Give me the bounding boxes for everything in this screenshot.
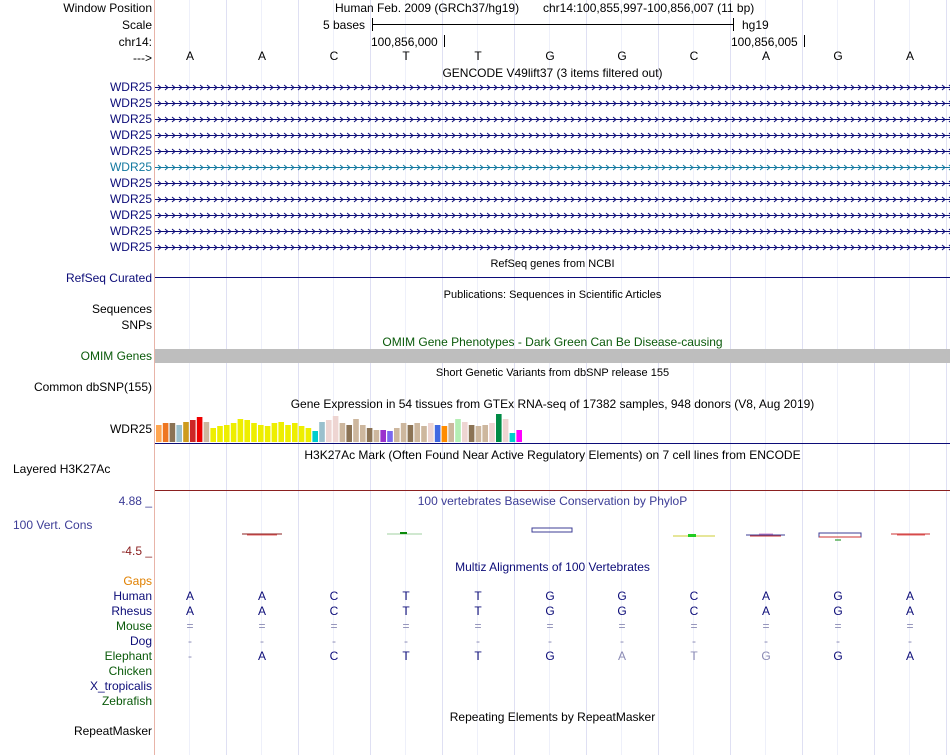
gencode-gene-line[interactable] (155, 128, 950, 144)
gencode-gene-line[interactable] (155, 160, 950, 176)
multiz-species-label[interactable]: X_tropicalis (89, 679, 152, 693)
gtex-bar-chart[interactable] (155, 410, 950, 445)
coord-label-1: 100,856,000 (371, 35, 438, 49)
scale-bar-right-tick (733, 18, 734, 31)
multiz-base: G (545, 604, 555, 618)
multiz-base: C (329, 604, 339, 618)
phylop-mark-7 (891, 534, 930, 535)
gencode-gene-label[interactable]: WDR25 (109, 208, 152, 222)
multiz-base: - (764, 634, 768, 648)
base-letter: A (905, 49, 914, 63)
gtex-track-title: Gene Expression in 54 tissues from GTEx RNA-seq of 17382 samples, 948 donors (V8, Aug 2019) (290, 397, 815, 411)
gtex-tissue-bar[interactable] (408, 425, 414, 442)
multiz-base: A (905, 589, 914, 603)
base-letter: A (257, 49, 266, 63)
multiz-base: T (690, 649, 698, 663)
multiz-base: G (545, 589, 555, 603)
gtex-tissue-bar[interactable] (374, 430, 380, 442)
base-letter: G (617, 49, 627, 63)
multiz-base: - (476, 634, 480, 648)
phylop-track-title: 100 vertebrates Basewise Conservation by PhyloP (417, 494, 688, 508)
multiz-base: A (185, 604, 194, 618)
gtex-tissue-bar[interactable] (455, 419, 461, 442)
gencode-gene-line[interactable] (155, 80, 950, 96)
gtex-tissue-bar[interactable] (360, 425, 366, 442)
h3k27ac-baseline (155, 490, 950, 491)
multiz-base: - (188, 649, 192, 663)
multiz-base: G (617, 589, 627, 603)
gtex-tissue-bar[interactable] (448, 423, 454, 442)
base-letter: C (689, 49, 699, 63)
multiz-base: = (618, 619, 626, 633)
gtex-tissue-bar[interactable] (299, 426, 305, 442)
gencode-track-title: GENCODE V49lift37 (3 items filtered out) (442, 66, 663, 80)
phylop-mark-4 (673, 534, 715, 537)
gtex-tissue-bar[interactable] (326, 420, 332, 442)
gtex-tissue-bar[interactable] (333, 416, 339, 442)
multiz-base: A (905, 649, 914, 663)
phylop-mark-5 (746, 534, 785, 536)
multiz-base: T (402, 604, 410, 618)
base-letter: G (833, 49, 843, 63)
scale-bar (372, 24, 733, 25)
track-labels-panel (0, 0, 155, 755)
multiz-base: C (329, 589, 339, 603)
multiz-base: A (905, 604, 914, 618)
multiz-base: - (836, 634, 840, 648)
multiz-base: T (402, 589, 410, 603)
multiz-species-label[interactable]: Gaps (123, 574, 152, 588)
gtex-tissue-bar[interactable] (292, 423, 298, 442)
base-letter: C (329, 49, 339, 63)
multiz-base: = (690, 619, 698, 633)
gtex-tissue-bar[interactable] (217, 426, 223, 442)
coord-tick-1 (444, 35, 445, 47)
phylop-conservation-plot[interactable] (155, 522, 950, 546)
multiz-species-label[interactable]: Human (113, 589, 152, 603)
gtex-tissue-bar[interactable] (503, 419, 509, 442)
gtex-tissue-bar[interactable] (476, 426, 482, 442)
gtex-tissue-bar[interactable] (496, 414, 502, 442)
gtex-tissue-bar[interactable] (469, 425, 475, 442)
phylop-mark-6 (819, 533, 861, 540)
multiz-base: - (188, 634, 192, 648)
gtex-tissue-bar[interactable] (244, 420, 250, 442)
h3k27ac-track-title: H3K27Ac Mark (Often Found Near Active Regulatory Elements) on 7 cell lines from ENCODE (304, 448, 801, 462)
multiz-base: T (402, 649, 410, 663)
publications-snps-label[interactable]: SNPs (121, 318, 152, 332)
gtex-tissue-bar[interactable] (340, 423, 346, 442)
multiz-base: C (689, 589, 699, 603)
dbsnp-track-title: Short Genetic Variants from dbSNP release 155 (435, 367, 670, 379)
multiz-base: = (762, 619, 770, 633)
gencode-gene-label[interactable]: WDR25 (109, 192, 152, 206)
gencode-gene-label[interactable]: WDR25 (109, 240, 152, 254)
strand-arrow-label: ---> (133, 51, 152, 65)
gtex-tissue-bar[interactable] (442, 426, 448, 442)
multiz-base: A (617, 649, 626, 663)
refseq-track-label[interactable]: RefSeq Curated (65, 271, 152, 285)
gencode-gene-label[interactable]: WDR25 (109, 144, 152, 158)
multiz-base: = (330, 619, 338, 633)
gtex-tissue-bar[interactable] (170, 423, 176, 442)
multiz-base: - (404, 634, 408, 648)
refseq-track-title: RefSeq genes from NCBI (490, 258, 615, 270)
gtex-tissue-bar[interactable] (489, 423, 495, 442)
multiz-base: G (761, 649, 771, 663)
phylop-mark-3 (532, 528, 572, 532)
gtex-tissue-bar[interactable] (306, 428, 312, 442)
gencode-gene-line[interactable] (155, 112, 950, 128)
dbsnp-track-label[interactable]: Common dbSNP(155) (33, 380, 152, 394)
multiz-base: = (546, 619, 554, 633)
chrom-label: chr14: (118, 35, 152, 49)
multiz-base: A (761, 604, 770, 618)
gtex-tissue-bar[interactable] (156, 425, 162, 442)
base-letter: T (402, 49, 410, 63)
track-data-panel[interactable] (155, 0, 950, 755)
db-text: hg19 (742, 18, 769, 32)
gtex-tissue-bar[interactable] (258, 425, 264, 442)
gtex-tissue-bar[interactable] (251, 423, 257, 442)
gtex-tissue-bar[interactable] (197, 417, 203, 442)
multiz-base: A (185, 589, 194, 603)
multiz-base: = (402, 619, 410, 633)
phylop-mark-2 (387, 533, 422, 534)
gtex-tissue-bar[interactable] (176, 425, 182, 442)
multiz-base: - (548, 634, 552, 648)
omim-gene-bar[interactable] (155, 349, 950, 363)
omim-track-title: OMIM Gene Phenotypes - Dark Green Can Be Disease-causing (382, 335, 723, 349)
scale-bar-left-tick (372, 18, 373, 31)
gencode-gene-label[interactable]: WDR25 (109, 80, 152, 94)
multiz-base: T (474, 589, 482, 603)
base-letter: A (185, 49, 194, 63)
multiz-base: C (689, 604, 699, 618)
phylop-max-label: 4.88 _ (118, 494, 152, 508)
gencode-gene-line[interactable] (155, 208, 950, 224)
multiz-base: = (906, 619, 914, 633)
gtex-tissue-bar[interactable] (278, 422, 284, 442)
gtex-tissue-bar[interactable] (190, 420, 196, 442)
publications-sequences-label[interactable]: Sequences (91, 302, 152, 316)
multiz-species-label[interactable]: Rhesus (111, 604, 152, 618)
gtex-tissue-bar[interactable] (394, 428, 400, 442)
gtex-tissue-bar[interactable] (319, 422, 325, 442)
multiz-base: G (545, 649, 555, 663)
assembly-text: Human Feb. 2009 (GRCh37/hg19) (335, 1, 520, 15)
gencode-gene-line[interactable] (155, 96, 950, 112)
multiz-base: A (257, 589, 266, 603)
gtex-tissue-bar[interactable] (231, 423, 237, 442)
gtex-tissue-bar[interactable] (401, 423, 407, 442)
gtex-tissue-bar[interactable] (210, 428, 216, 442)
gencode-gene-label[interactable]: WDR25 (109, 224, 152, 238)
gencode-gene-label[interactable]: WDR25 (109, 112, 152, 126)
gtex-tissue-bar[interactable] (462, 422, 468, 442)
gtex-tissue-bar[interactable] (204, 422, 210, 442)
multiz-species-label[interactable]: Dog (129, 634, 152, 648)
multiz-base: = (186, 619, 194, 633)
multiz-base: A (257, 604, 266, 618)
coord-tick-2 (804, 35, 805, 47)
gtex-tissue-bar[interactable] (414, 423, 420, 442)
gtex-tissue-bar[interactable] (510, 433, 516, 442)
phylop-min-label: -4.5 _ (121, 544, 152, 558)
gencode-gene-label[interactable]: WDR25 (109, 128, 152, 142)
gtex-tissue-bar[interactable] (265, 426, 271, 442)
multiz-base: = (258, 619, 266, 633)
gencode-gene-label[interactable]: WDR25 (109, 176, 152, 190)
multiz-base: = (474, 619, 482, 633)
multiz-base: A (761, 589, 770, 603)
gtex-tissue-bar[interactable] (516, 430, 522, 442)
gtex-tissue-bar[interactable] (435, 425, 441, 442)
gtex-tissue-bar[interactable] (428, 423, 434, 442)
gtex-tissue-bar[interactable] (421, 426, 427, 442)
scale-bases-text: 5 bases (323, 18, 366, 32)
multiz-base: G (833, 604, 843, 618)
gtex-tissue-bar[interactable] (272, 423, 278, 442)
multiz-base: T (474, 649, 482, 663)
gtex-tissue-bar[interactable] (238, 419, 244, 442)
refseq-gene-line[interactable] (155, 277, 950, 278)
multiz-species-label[interactable]: Zebrafish (101, 694, 152, 708)
multiz-base: G (617, 604, 627, 618)
gtex-tissue-bar[interactable] (346, 425, 352, 442)
multiz-base: T (474, 604, 482, 618)
gtex-tissue-bar[interactable] (380, 430, 386, 442)
base-letter: A (761, 49, 770, 63)
multiz-base: = (834, 619, 842, 633)
h3k27ac-track-label[interactable]: Layered H3K27Ac (13, 462, 111, 476)
gtex-tissue-bar[interactable] (163, 423, 169, 442)
gtex-tissue-bar[interactable] (285, 425, 291, 442)
phylop-track-label[interactable]: 100 Vert. Cons (13, 518, 93, 532)
base-letter: G (545, 49, 555, 63)
gencode-gene-label[interactable]: WDR25 (109, 96, 152, 110)
publications-track-title: Publications: Sequences in Scientific Articles (443, 289, 662, 301)
multiz-species-label[interactable]: Elephant (104, 649, 152, 663)
repeatmasker-track-title: Repeating Elements by RepeatMasker (449, 710, 656, 724)
gtex-tissue-bar[interactable] (387, 431, 393, 442)
multiz-species-label[interactable]: Mouse (115, 619, 152, 633)
gencode-gene-line[interactable] (155, 192, 950, 208)
repeatmasker-track-label[interactable]: RepeatMasker (73, 724, 152, 738)
multiz-base: G (833, 589, 843, 603)
base-letter: T (474, 49, 482, 63)
scale-label: Scale (121, 18, 152, 32)
multiz-species-label[interactable]: Chicken (108, 664, 152, 678)
gtex-tissue-bar[interactable] (482, 425, 488, 442)
multiz-base: G (833, 649, 843, 663)
gencode-gene-line[interactable] (155, 176, 950, 192)
coord-label-2: 100,856,005 (731, 35, 798, 49)
multiz-base: C (329, 649, 339, 663)
gtex-tissue-bar[interactable] (224, 425, 230, 442)
gencode-gene-line[interactable] (155, 224, 950, 240)
omim-track-label[interactable]: OMIM Genes (80, 349, 152, 363)
multiz-base: A (257, 649, 266, 663)
multiz-base: - (260, 634, 264, 648)
multiz-base: - (620, 634, 624, 648)
multiz-base: - (908, 634, 912, 648)
gencode-gene-line[interactable] (155, 240, 950, 256)
window-position-label: Window Position (63, 1, 152, 15)
gencode-gene-line[interactable] (155, 144, 950, 160)
gencode-gene-label[interactable]: WDR25 (109, 160, 152, 174)
gtex-tissue-bar[interactable] (353, 419, 359, 442)
multiz-base: - (332, 634, 336, 648)
gtex-tissue-bar[interactable] (183, 422, 189, 442)
multiz-base: - (692, 634, 696, 648)
gtex-tissue-bar[interactable] (312, 431, 318, 442)
gtex-gene-label[interactable]: WDR25 (109, 422, 152, 436)
phylop-mark-1 (242, 534, 282, 535)
position-text: chr14:100,855,997-100,856,007 (11 bp) (543, 1, 755, 15)
gtex-tissue-bar[interactable] (367, 428, 373, 442)
multiz-track-title: Multiz Alignments of 100 Vertebrates (455, 560, 650, 574)
